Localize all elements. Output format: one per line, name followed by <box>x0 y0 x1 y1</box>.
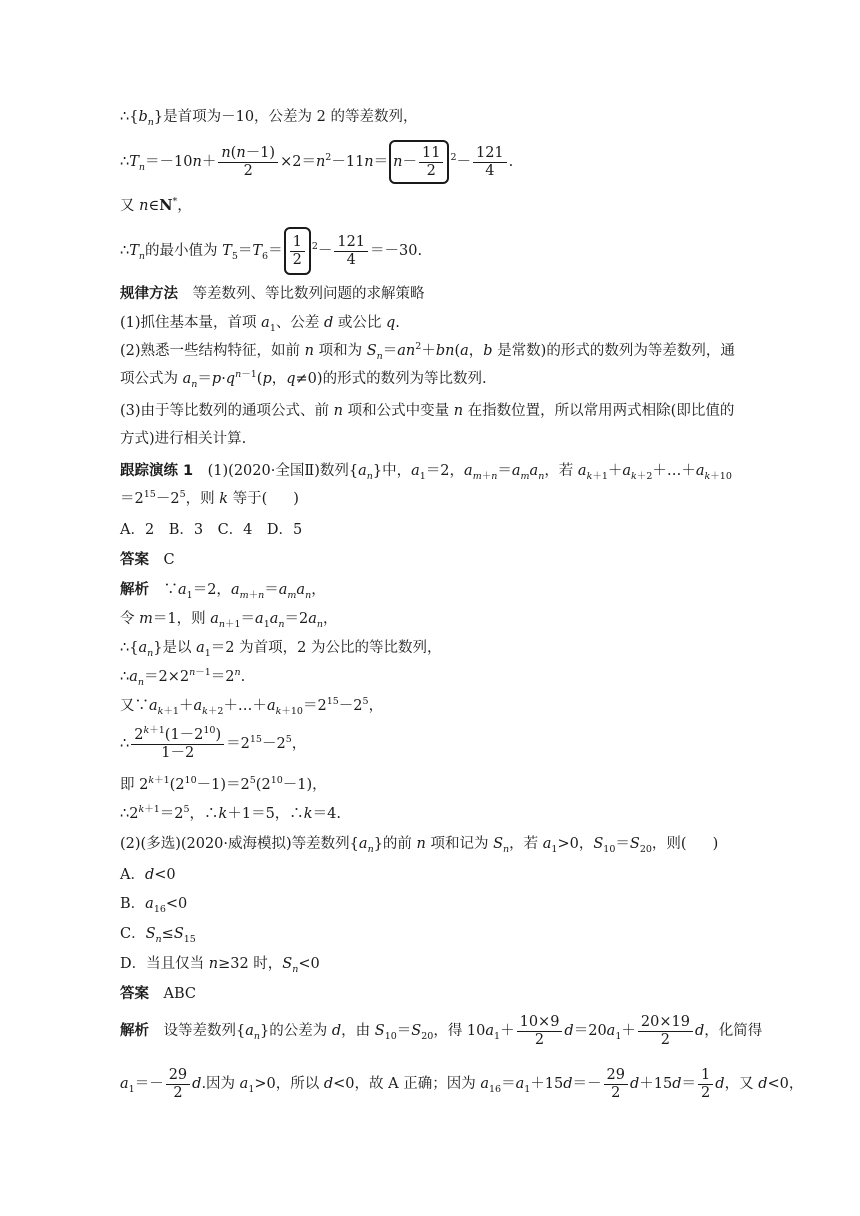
analysis-1-line-6: ∴ $\frac{2^{k+1}(1-2^{10})}{1-2}$ $=2^{15}-2^5$， <box>120 724 307 761</box>
rule-item-1: (1)抓住基本量，首项 $a_1$、公差 d 或公比 q. <box>120 315 400 334</box>
analysis-2-line-1: 解析 设等差数列$\{a_n\}$的公差为 d，由 $S_{10}=S_{20}$，得 $10a_1+$ $\frac{10\times 9}{2}$ $d=20a_1+$ $\frac{20\times 19}{2}$ d，化简得 <box>120 1013 763 1048</box>
answer-2: 答案 ABC <box>120 986 196 1002</box>
analysis-2-line-2: $a_1=-$ $\frac{29}{2}$ d.因为 $a_1>0$，所以 d<0，故 A 正确；因为 $a_{16}=a_1+15d=-$ $\frac{29}{2}$ d＋15d＝ $\frac{1}{2}$ d，又 d<0， <box>120 1066 804 1101</box>
question-2-option-b: B．$a_{16}<0$ <box>120 896 188 915</box>
analysis-1-line-1: 解析 $\because a_1=2$，$a_{m+n}=a_ma_n$， <box>120 582 326 601</box>
exercise-question-1: 跟踪演练 1 (1)(2020·全国Ⅱ)数列$\{a_n\}$中，$a_1=2$，$a_{m+n}=a_ma_n$，若 $a_{k+1}+a_{k+2}+\dots+a_{k+10}=2^{15}-2^5$，则 k 等于( ) <box>120 463 732 507</box>
analysis-1-line-2: 令 m＝1，则 $a_{n+1}=a_1a_n=2a_n$， <box>120 611 338 630</box>
question-1-options: A．2 B．3 C．4 D．5 <box>120 522 303 538</box>
parenthesis-bracket: n－ $\frac{11}{2}$ <box>389 140 449 184</box>
rule-item-2: (2)熟悉一些结构特征，如前 n 项和为 $S_n=an^2+bn(a$，b 是常数)的形式的数列为等差数列，通项公式为 $a_n=p\cdot q^{n-1}(p$，q≠0)的形式的数列为等比数列. <box>120 341 735 390</box>
line-n-natural: 又 n∈N*， <box>120 196 192 214</box>
analysis-1-line-5: 又$\because a_{k+1}+a_{k+2}+\dots+a_{k+10}=2^{15}-2^5$， <box>120 696 384 717</box>
answer-1: 答案 C <box>120 552 175 568</box>
rule-method-heading: 规律方法 等差数列、等比数列问题的求解策略 <box>120 286 425 302</box>
exercise-question-2: (2)(多选)(2020·威海模拟)等差数列$\{a_n\}$的前 n 项和记为 $S_n$，若 $a_1>0$，$S_{10}=S_{20}$，则( ) <box>120 836 719 855</box>
rule-item-3: (3)由于等比数列的通项公式、前 n 项和公式中变量 n 在指数位置，所以常用两式相除(即比值的方式)进行相关计算. <box>120 403 735 447</box>
analysis-1-line-8: $\therefore 2^{k+1}=2^5$，∴k＋1＝5，∴k＝4. <box>120 804 341 822</box>
line-bn-arithmetic: $\therefore\{b_n\}$是首项为－10，公差为 2 的等差数列， <box>120 109 418 128</box>
question-2-option-d: D．当且仅当 n≥32 时，$S_n<0$ <box>120 956 320 975</box>
analysis-1-line-3: $\therefore\{a_n\}$是以 $a_1=2$ 为首项，2 为公比的等比数列， <box>120 640 442 659</box>
question-2-option-a: A．d<0 <box>120 867 176 883</box>
analysis-1-line-4: $\therefore a_n=2\times 2^{n-1}=2^n$. <box>120 667 246 688</box>
line-tn-minimum: $\therefore T_n$的最小值为 $T_5=T_6=$ $\frac{1}{2}$ $^2$－ $\frac{121}{4}$ ＝－30. <box>120 227 422 275</box>
line-tn-formula: $\therefore T_n=-10n+$ $\frac{n(n-1)}{2}$ $\times 2=n^2-11n= n-$ $\frac{11}{2}$ $^2$－ $\frac{121}{4}$ . <box>120 140 513 184</box>
analysis-1-line-7: 即 $2^{k+1}(2^{10}-1)=2^5(2^{10}-1)$， <box>120 775 327 793</box>
parenthesis-bracket: $\frac{1}{2}$ <box>284 227 311 275</box>
question-2-option-c: C．$S_n\le S_{15}$ <box>120 926 196 945</box>
